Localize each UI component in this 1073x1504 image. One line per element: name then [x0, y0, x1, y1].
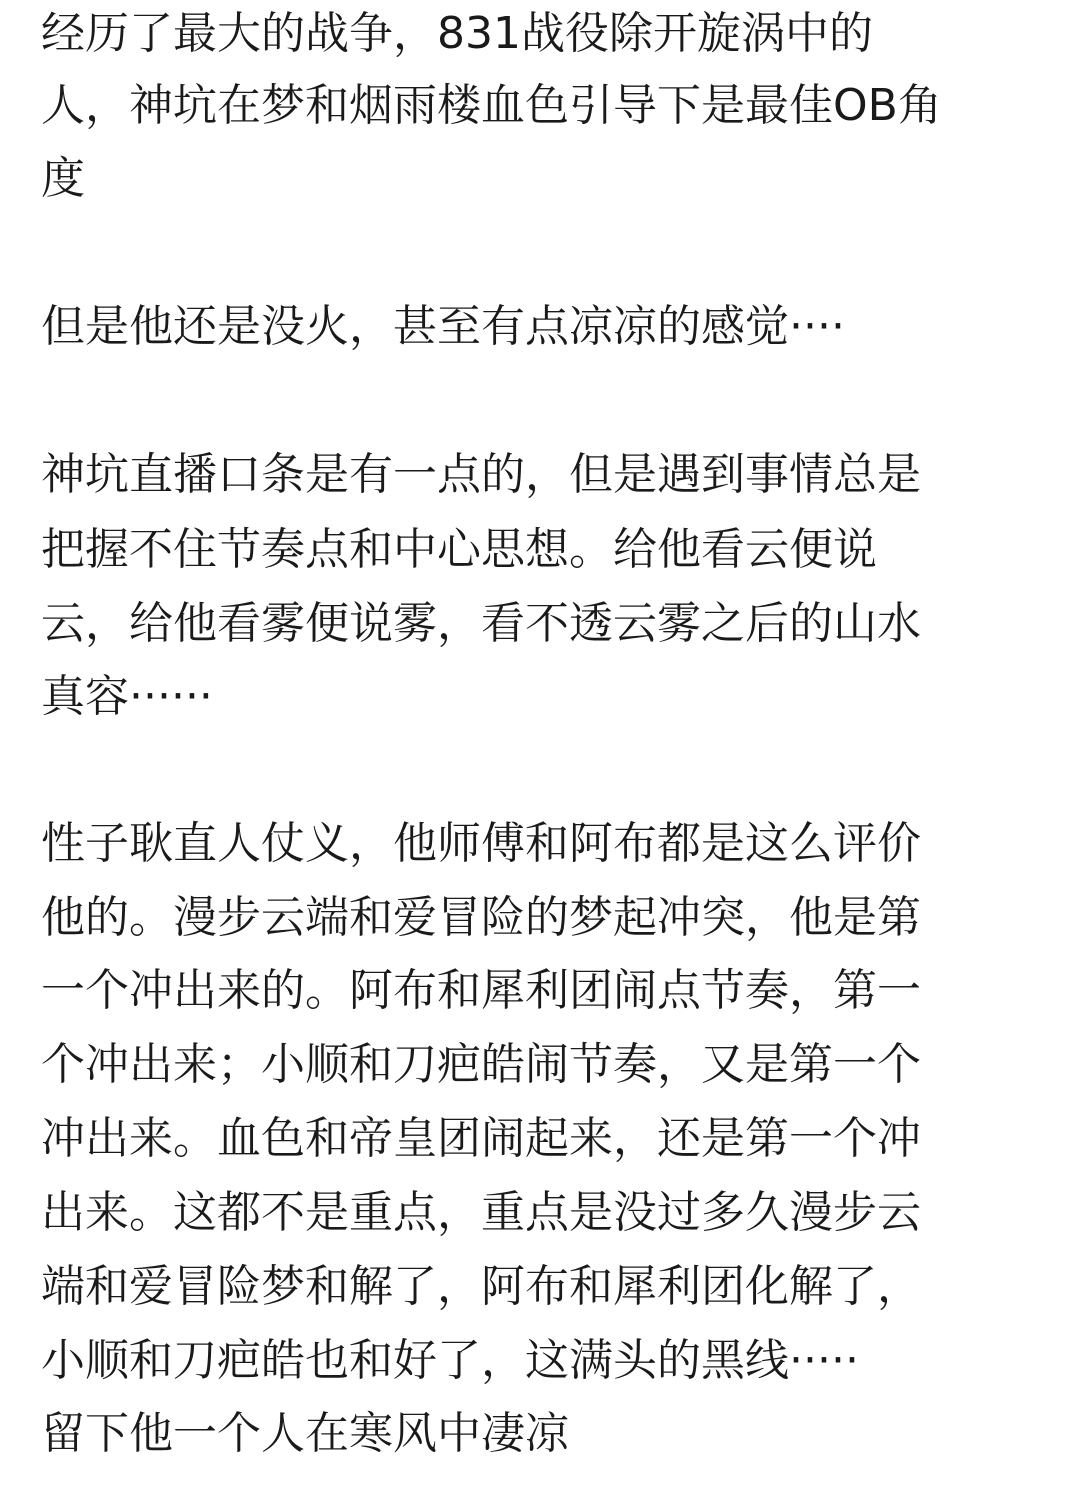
paragraph-1-line-1: 经历了最大的战争，831战役除开旋涡中的 [41, 8, 873, 59]
paragraph-4-line-3: 一个冲出来的。阿布和犀利团闹点节奏，第一 [41, 965, 921, 1016]
paragraph-4-line-6: 出来。这都不是重点，重点是没过多久漫步云 [41, 1187, 921, 1238]
paragraph-4-line-1: 性子耿直人仗义，他师傅和阿布都是这么评价 [41, 818, 921, 869]
paragraph-1-line-2: 人，神坑在梦和烟雨楼血色引导下是最佳OB角 [41, 80, 942, 131]
paragraph-4-line-8: 小顺和刀疤皓也和好了，这满头的黑线····· [41, 1335, 859, 1386]
paragraph-4-line-5: 冲出来。血色和帝皇团闹起来，还是第一个冲 [41, 1113, 921, 1164]
paragraph-4-line-7: 端和爱冒险梦和解了，阿布和犀利团化解了， [41, 1261, 921, 1312]
paragraph-4-line-4: 个冲出来；小顺和刀疤皓闹节奏，又是第一个 [41, 1039, 921, 1090]
paragraph-4-line-9: 留下他一个人在寒风中凄凉 [41, 1408, 569, 1459]
paragraph-2-line-1: 但是他还是没火，甚至有点凉凉的感觉···· [41, 301, 845, 352]
paragraph-3-line-3: 云，给他看雾便说雾，看不透云雾之后的山水 [41, 598, 921, 649]
paragraph-3-line-4: 真容······ [41, 671, 213, 722]
paragraph-4-line-2: 他的。漫步云端和爱冒险的梦起冲突，他是第 [41, 892, 921, 943]
paragraph-3-line-1: 神坑直播口条是有一点的，但是遇到事情总是 [41, 449, 921, 500]
paragraph-3-line-2: 把握不住节奏点和中心思想。给他看云便说 [41, 524, 877, 575]
paragraph-1-line-3: 度 [41, 153, 85, 204]
